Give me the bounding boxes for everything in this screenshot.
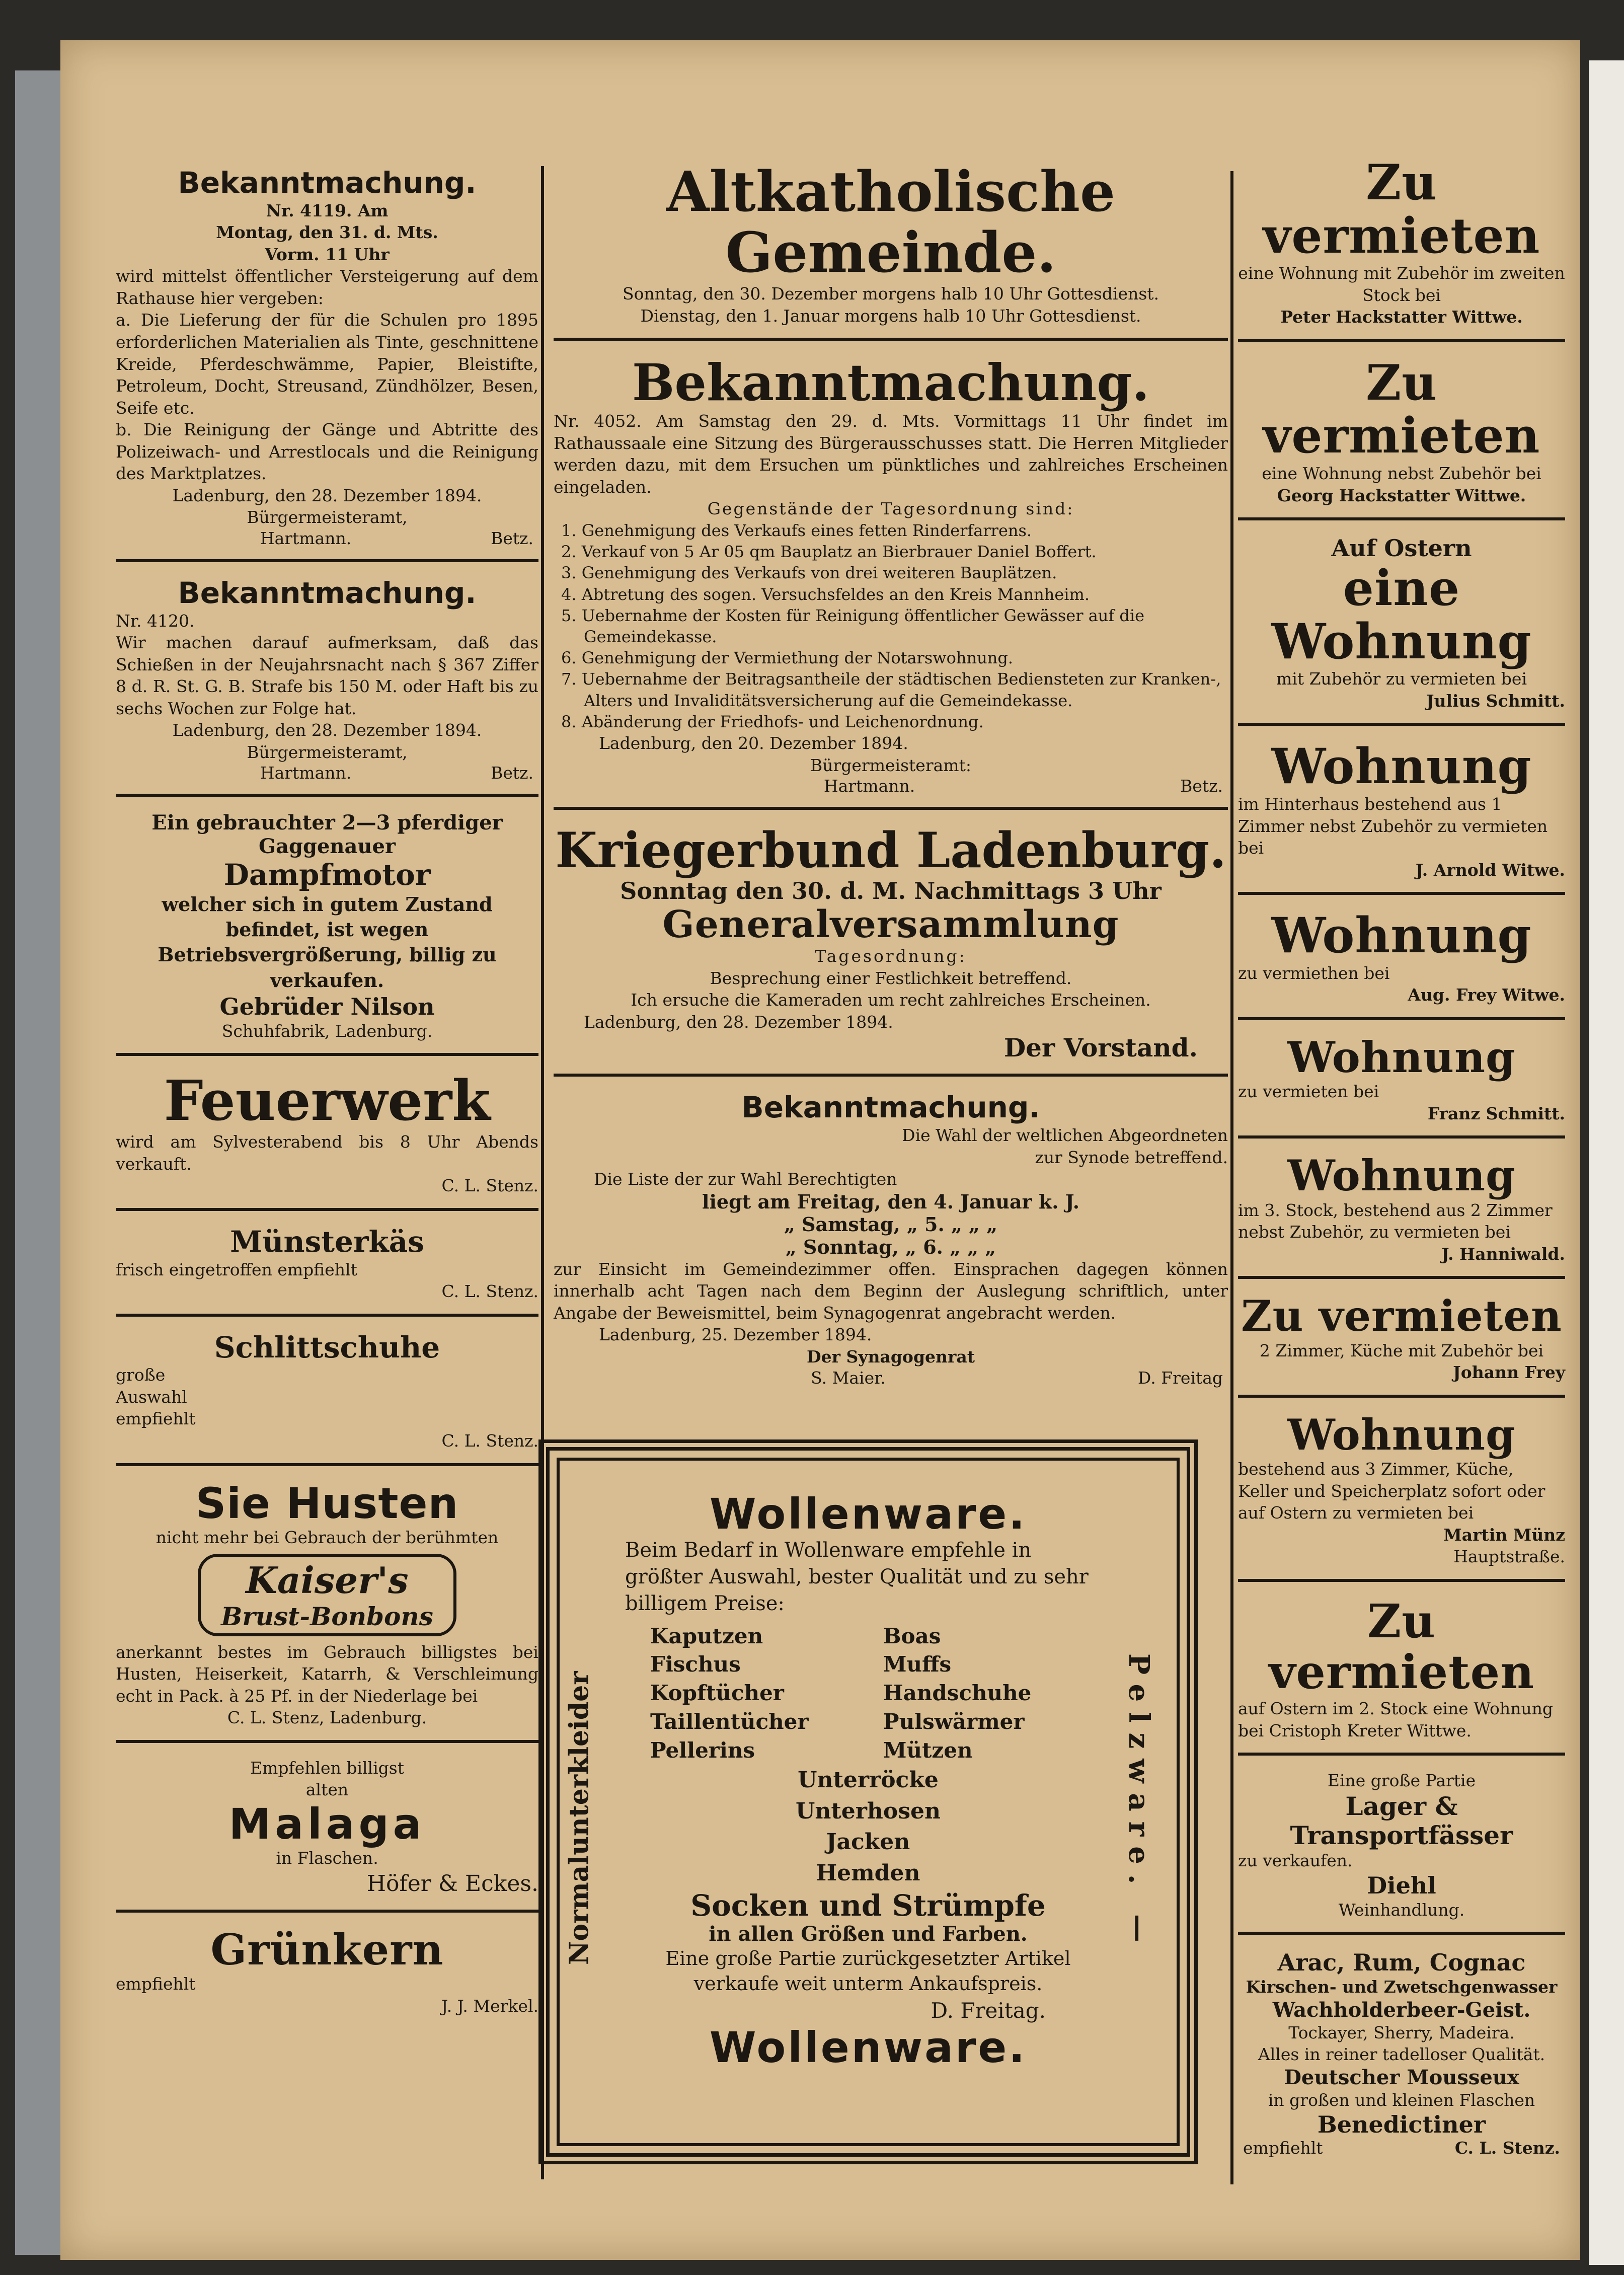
ad-signature: Franz Schmitt. xyxy=(1427,1103,1565,1123)
product-item: Muffs xyxy=(883,1652,952,1677)
ad-signature: C. L. Stenz. xyxy=(441,1281,538,1302)
notice-signatory: Hartmann. xyxy=(260,528,352,548)
notice-title: Bekanntmachung. xyxy=(178,166,477,200)
notice-signatory: S. Maier. xyxy=(811,1368,886,1388)
ad-title: Wohnung xyxy=(1271,907,1532,964)
ad-signature: C. L. Stenz. xyxy=(441,1176,538,1196)
ad-malaga xyxy=(116,1752,538,1913)
ad-title: Malaga xyxy=(228,1799,426,1849)
ad-feuerwerk xyxy=(116,1065,538,1211)
ad-line: Alles in reiner tadelloser Qualität. xyxy=(1258,2044,1545,2065)
notice-office: Bürgermeisteramt: xyxy=(810,755,971,775)
notice-title: Bekanntmachung. xyxy=(178,575,477,610)
ad-body: große Auswahl empfiehlt xyxy=(116,1365,196,1429)
notice-signatory-2: Betz. xyxy=(1180,776,1223,796)
ad-eine-wohnung xyxy=(1238,529,1565,726)
ad-body: eine Wohnung nebst Zubehör bei xyxy=(1262,464,1541,484)
agenda-item: 8. Abänderung der Friedhofs- und Leichenordnung. xyxy=(561,712,984,731)
notice-signatory-2: Betz. xyxy=(491,528,533,548)
notice-body: zur Einsicht im Gemeindezimmer offen. Einsprachen dagegen können innerhalb acht Tagen nach dem Beginn der Auslegung schriftlich, unter Angabe der Beweismittel, beim Synagogenrat angebracht werden. xyxy=(554,1259,1228,1323)
notice-line: Vorm. 11 Uhr xyxy=(265,244,390,264)
product-item: Pulswärmer xyxy=(883,1709,1025,1734)
notice-signatory: Hartmann. xyxy=(260,763,352,783)
ad-wollenware-inner xyxy=(557,1458,1180,2146)
ad-body: 2 Zimmer, Küche mit Zubehör bei xyxy=(1259,1340,1544,1360)
ad-body: im 3. Stock, bestehend aus 2 Zimmer nebst Zubehör, zu vermieten bei xyxy=(1238,1200,1553,1242)
ad-subtitle: Generalversammlung xyxy=(662,902,1119,946)
ad-sub-2: in Flaschen. xyxy=(276,1848,378,1868)
ad-title: Dampfmotor xyxy=(223,858,431,892)
column-1 xyxy=(116,111,538,2037)
notice-line: Die Liste der zur Wahl Berechtigten xyxy=(594,1169,897,1189)
ad-agenda: Tagesordnung: xyxy=(815,946,967,966)
ad-title: Grünkern xyxy=(210,1924,444,1975)
ad-title: Zu vermieten xyxy=(1268,1594,1535,1700)
product-item: Mützen xyxy=(883,1737,973,1763)
ad-altkatholische-gemeinde xyxy=(554,111,1228,341)
ad-body: frisch eingetroffen empfiehlt xyxy=(116,1259,357,1279)
ad-body: empfiehlt xyxy=(116,1974,196,1994)
ad-signature: Martin Münz xyxy=(1443,1525,1565,1545)
ad-wohnung-5 xyxy=(1238,1407,1565,1582)
notice-item-b: b. Die Reinigung der Gänge und Abtritte des Polizeiwach- und Arrestlocals und die Reinigung des Marktplatzes. xyxy=(116,420,538,484)
ad-title: Münsterkäs xyxy=(230,1224,424,1259)
logo-line-2: Brust-Bonbons xyxy=(221,1601,433,1631)
ad-title: Sie Husten xyxy=(195,1478,459,1528)
ad-sub: alten xyxy=(305,1780,349,1800)
notice-line: „ Samstag, „ 5. „ „ „ xyxy=(784,1212,997,1236)
notice-body: wird mittelst öffentlicher Versteigerung auf dem Rathause hier vergeben: xyxy=(116,266,538,308)
product-item: Boas xyxy=(883,1623,941,1648)
ad-text: anerkannt bestes im Gebrauch billigstes bei Husten, Heiserkeit, Katarrh, & Verschleimung echt in Pack. à 25 Pf. in der Niederlage bei xyxy=(116,1642,538,1706)
agenda-list xyxy=(554,520,1228,732)
ad-line: Wachholderbeer-Geist. xyxy=(1272,1998,1531,2022)
ad-zu-vermieten-2 xyxy=(1238,351,1565,520)
ad-transportfaesser xyxy=(1238,1765,1565,1935)
ad-left-text: empfiehlt xyxy=(1243,2138,1323,2158)
ad-signature-sub: Hauptstraße. xyxy=(1453,1547,1565,1567)
ad-spirituosen xyxy=(1238,1944,1565,2169)
product-item: Hemden xyxy=(816,1860,920,1886)
ad-line: Kirschen- und Zwetschgenwasser xyxy=(1246,1977,1558,1997)
ad-signature: J. Arnold Witwe. xyxy=(1415,860,1565,880)
ad-title: Altkatholische Gemeinde. xyxy=(666,159,1116,285)
ad-signature: Aug. Frey Witwe. xyxy=(1408,985,1565,1005)
ad-signature-sub: Weinhandlung. xyxy=(1338,1900,1465,1920)
ad-line: Ich ersuche die Kameraden um recht zahlreiches Erscheinen. xyxy=(631,990,1151,1010)
ad-wohnung-3 xyxy=(1238,1029,1565,1139)
ad-body-2: Eine große Partie zurückgesetzter Artikel verkaufe weit unterm Ankaufspreis. xyxy=(665,1947,1071,1995)
ad-signature: Johann Frey xyxy=(1453,1362,1565,1383)
ad-signature: J. J. Merkel. xyxy=(441,1996,538,2016)
side-text-left: Normalunterkleider xyxy=(564,1671,595,1965)
ad-line: Tockayer, Sherry, Madeira. xyxy=(1288,2022,1515,2042)
ad-line: Sonntag den 30. d. M. Nachmittags 3 Uhr xyxy=(620,877,1162,904)
ad-body: zu vermiethen bei xyxy=(1238,963,1390,983)
agenda-item: 1. Genehmigung des Verkaufs eines fetten Rinderfarrens. xyxy=(561,520,1032,540)
ad-title: Wohnung xyxy=(1287,1409,1516,1460)
agenda-item: 6. Genehmigung der Vermiethung der Notarswohnung. xyxy=(561,648,1014,668)
notice-date: Ladenburg, 25. Dezember 1894. xyxy=(599,1325,872,1345)
notice-4052 xyxy=(554,350,1228,810)
ad-signature: Diehl xyxy=(1367,1871,1436,1899)
agenda-item: 4. Abtretung des sogen. Versuchsfeldes an den Kreis Mannheim. xyxy=(561,584,1090,604)
notice-office: Bürgermeisteramt, xyxy=(247,742,408,762)
notice-line: Montag, den 31. d. Mts. xyxy=(216,222,438,243)
ad-line: Deutscher Mousseux xyxy=(1284,2065,1519,2089)
product-list xyxy=(560,1622,1177,1765)
product-item: Handschuhe xyxy=(883,1681,1032,1706)
product-item: Fischus xyxy=(650,1652,741,1677)
ad-firm-sub: Schuhfabrik, Ladenburg. xyxy=(221,1021,433,1041)
ad-body: auf Ostern im 2. Stock eine Wohnung bei Cristoph Kreter Wittwe. xyxy=(1238,1699,1553,1740)
ad-title: Zu vermieten xyxy=(1263,154,1540,264)
ad-body: zu vermieten bei xyxy=(1238,1082,1379,1102)
ad-highlight-sub: in allen Größen und Farben. xyxy=(709,1922,1028,1946)
ad-title: Wohnung xyxy=(1287,1151,1516,1201)
ad-title: eine Wohnung xyxy=(1271,560,1532,670)
logo-line-1: Kaiser's xyxy=(246,1558,409,1602)
notice-4119 xyxy=(116,111,538,562)
agenda-item: 7. Uebernahme der Beitragsantheile der städtischen Bediensteten zur Kranken-, Alters und Invaliditätsversicherung auf die Gemeindekasse. xyxy=(561,669,1221,710)
ad-zu-vermieten-1 xyxy=(1238,151,1565,342)
ad-line: Benedictiner xyxy=(1317,2111,1486,2139)
notice-date: Ladenburg, den 28. Dezember 1894. xyxy=(172,485,482,505)
notice-signatory-2: Betz. xyxy=(491,763,533,783)
column-rule-right xyxy=(1230,171,1233,2184)
notice-line: liegt am Freitag, den 4. Januar k. J. xyxy=(702,1190,1079,1213)
ad-firm: Höfer & Eckes. xyxy=(366,1870,538,1897)
ad-firm: Gebrüder Nilson xyxy=(219,993,435,1020)
ad-wohnung-4 xyxy=(1238,1148,1565,1279)
ad-body: nicht mehr bei Gebrauch der berühmten xyxy=(156,1527,499,1547)
notice-date: Ladenburg, den 20. Dezember 1894. xyxy=(599,733,908,753)
notice-signatory: Hartmann. xyxy=(823,776,915,796)
notice-line: Nr. 4119. Am xyxy=(266,200,389,220)
ad-line: Besprechung einer Festlichkeit betreffend. xyxy=(710,968,1072,988)
ad-body: welcher sich in gutem Zustand befindet, ist wegen Betriebsvergrößerung, billig zu verkaufen. xyxy=(158,893,497,992)
product-item: Unterhosen xyxy=(796,1798,941,1824)
ad-wohnung-2 xyxy=(1238,904,1565,1020)
ad-zu-vermieten-3 xyxy=(1238,1288,1565,1397)
notice-title: Bekanntmachung. xyxy=(741,1090,1040,1125)
ad-signature: J. Hanniwald. xyxy=(1441,1244,1565,1264)
next-page-edge xyxy=(1589,60,1624,2265)
ad-dampfmotor xyxy=(116,806,538,1056)
ad-signature: C. L. Stenz. xyxy=(441,1431,538,1451)
ad-line: Sonntag, den 30. Dezember morgens halb 10 Uhr Gottesdienst. xyxy=(622,284,1159,304)
notice-number: Nr. 4120. xyxy=(116,611,195,631)
side-text-right: Pelzware. — xyxy=(1122,1653,1155,1952)
ad-body: im Hinterhaus bestehend aus 1 Zimmer nebst Zubehör zu vermieten bei xyxy=(1238,794,1548,858)
ad-line: Dienstag, den 1. Januar morgens halb 10 Uhr Gottesdienst. xyxy=(640,306,1141,326)
column-2 xyxy=(554,111,1228,1408)
ad-title: Wollenware. xyxy=(709,1489,1027,1539)
agenda-item: 3. Genehmigung des Verkaufs von drei weiteren Bauplätzen. xyxy=(561,563,1057,583)
ad-title: Lager & Transportfässer xyxy=(1290,1791,1513,1850)
ad-title: Wohnung xyxy=(1271,738,1532,795)
ad-line: Eine große Partie xyxy=(1327,1771,1476,1791)
column-3 xyxy=(1238,151,1565,2178)
product-item: Kaputzen xyxy=(650,1623,763,1648)
ad-title: Wohnung xyxy=(1287,1032,1516,1082)
ad-wollenware xyxy=(538,1439,1198,2164)
ad-body: mit Zubehör zu vermieten bei xyxy=(1276,669,1527,689)
ad-signature: Julius Schmitt. xyxy=(1426,691,1565,711)
product-item: Pellerins xyxy=(650,1737,755,1763)
product-item: Unterröcke xyxy=(798,1767,939,1793)
ad-title: Zu vermieten xyxy=(1263,354,1540,465)
ad-body: bestehend aus 3 Zimmer, Küche, Keller und Speicherplatz sofort oder auf Ostern zu vermieten bei xyxy=(1238,1459,1545,1523)
ad-date: Ladenburg, den 28. Dezember 1894. xyxy=(584,1012,893,1032)
ad-sie-husten xyxy=(116,1475,538,1743)
notice-office: Der Synagogenrat xyxy=(806,1346,975,1367)
ad-intro: Ein gebrauchter 2—3 pferdiger Gaggenauer xyxy=(151,811,503,859)
ad-zu-vermieten-4 xyxy=(1238,1591,1565,1756)
ad-body: Beim Bedarf in Wollenware empfehle in größter Auswahl, bester Qualität und zu sehr billigem Preise: xyxy=(625,1539,1089,1615)
ad-kriegerbund xyxy=(554,819,1228,1077)
ad-signature: C. L. Stenz. xyxy=(1454,2138,1560,2158)
ad-line: in großen und kleinen Flaschen xyxy=(1268,2090,1535,2110)
ad-signature: D. Freitag. xyxy=(931,1998,1046,2023)
product-item: Taillentücher xyxy=(650,1709,809,1734)
ad-title: Kriegerbund Ladenburg. xyxy=(555,822,1226,879)
ad-gruenkern xyxy=(116,1922,538,2028)
notice-line: „ Sonntag, „ 6. „ „ „ xyxy=(785,1235,996,1258)
ad-title: Feuerwerk xyxy=(164,1068,491,1133)
notice-4120 xyxy=(116,571,538,797)
ad-line: Arac, Rum, Cognac xyxy=(1277,1949,1526,1977)
ad-wohnung-1 xyxy=(1238,735,1565,895)
notice-body: Wir machen darauf aufmerksam, daß das Schießen in der Neujahrsnacht nach § 367 Ziffer 8 d. R. St. G. B. Strafe bis 150 M. oder Haft bis zu sechs Wochen zur Folge hat. xyxy=(116,633,538,718)
ad-line: zu verkaufen. xyxy=(1238,1851,1353,1870)
ad-title: Schlittschuhe xyxy=(214,1330,440,1364)
ad-signature: Georg Hackstatter Wittwe. xyxy=(1277,485,1526,505)
notice-synagogenrat xyxy=(554,1086,1228,1398)
product-item: Jacken xyxy=(826,1829,910,1855)
notice-line: Die Wahl der weltlichen Abgeordneten zur Synode betreffend. xyxy=(902,1125,1228,1167)
ad-signature: C. L. Stenz, Ladenburg. xyxy=(227,1708,427,1728)
notice-body: Nr. 4052. Am Samstag den 29. d. Mts. Vormittags 11 Uhr findet im Rathaussaale eine Sitzung des Bürgerausschusses statt. Die Herren Mitglieder werden dazu, mit dem Ersuchen um pünktliches und zahlreiches Erscheinen eingeladen. xyxy=(554,411,1228,497)
notice-signatory-2: D. Freitag xyxy=(1137,1368,1223,1388)
notice-office: Bürgermeisteramt, xyxy=(247,507,408,527)
notice-item-a: a. Die Lieferung der für die Schulen pro 1895 erforderlichen Materialien als Tinte, geschnittene Kreide, Pferdeschwämme, Papier, Bleistifte, Petroleum, Docht, Streusand, Zündhölzer, Besen, Seife etc. xyxy=(116,310,538,418)
ad-body: wird am Sylvesterabend bis 8 Uhr Abends verkauft. xyxy=(116,1132,538,1174)
agenda-item: 2. Verkauf von 5 Ar 05 qm Bauplatz an Bierbrauer Daniel Boffert. xyxy=(561,542,1097,562)
ad-highlight: Socken und Strümpfe xyxy=(690,1888,1046,1923)
product-item: Kopftücher xyxy=(650,1681,784,1706)
ad-muensterkaes xyxy=(116,1220,538,1317)
ad-signature: Peter Hackstatter Wittwe. xyxy=(1280,307,1523,327)
notice-date: Ladenburg, den 28. Dezember 1894. xyxy=(172,720,482,740)
ad-intro: Empfehlen billigst xyxy=(250,1758,404,1778)
ad-title: Zu vermieten xyxy=(1241,1291,1562,1341)
kaisers-logo xyxy=(198,1554,456,1636)
ad-signature: Der Vorstand. xyxy=(1003,1033,1198,1063)
ad-footer: Wollenware. xyxy=(709,2023,1027,2073)
agenda-item: 5. Uebernahme der Kosten für Reinigung öffentlicher Gewässer auf die Gemeindekasse. xyxy=(561,605,1145,646)
ad-body: eine Wohnung mit Zubehör im zweiten Stock bei xyxy=(1238,263,1565,305)
ad-schlittschuhe xyxy=(116,1326,538,1466)
ad-pre: Auf Ostern xyxy=(1331,535,1472,562)
notice-title: Bekanntmachung. xyxy=(632,353,1150,413)
agenda-title: Gegenstände der Tagesordnung sind: xyxy=(707,499,1074,519)
